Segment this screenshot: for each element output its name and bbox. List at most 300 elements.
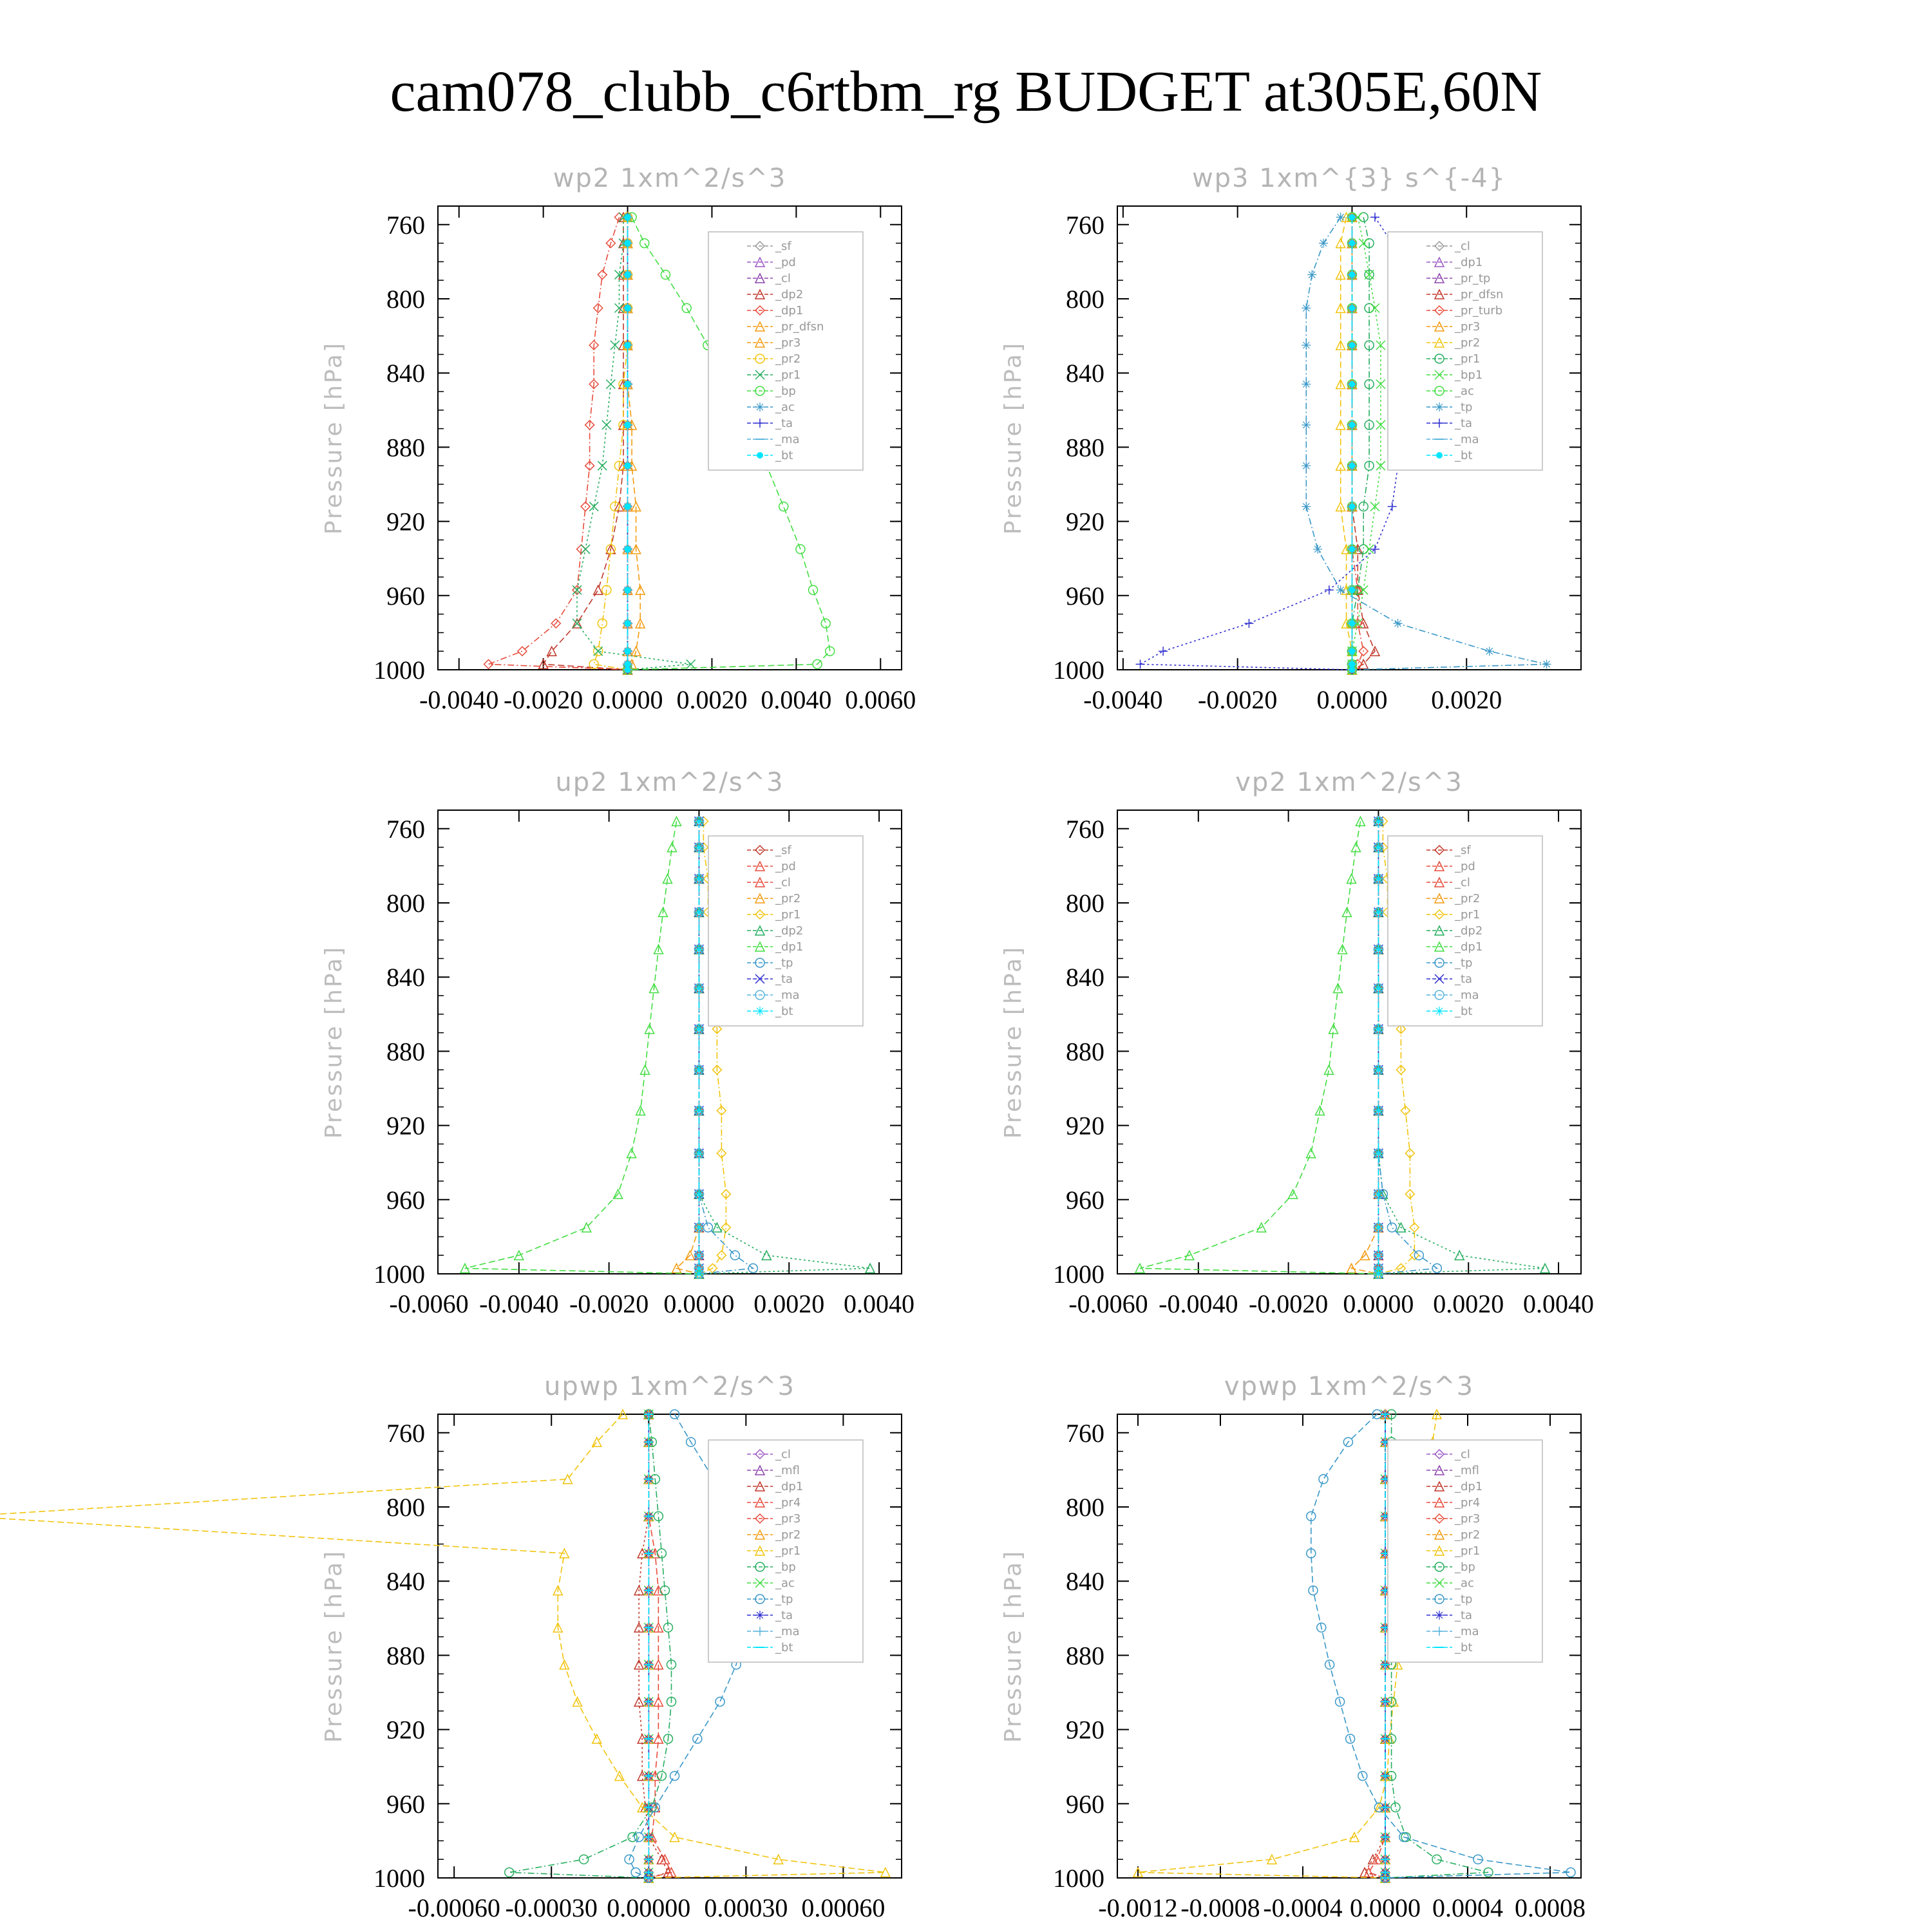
data-point — [602, 421, 611, 430]
y-tick-label: 840 — [386, 359, 425, 388]
legend-marker — [755, 402, 764, 412]
legend-label: _bt — [775, 1005, 793, 1018]
legend-label: _pr1 — [775, 908, 801, 922]
data-point — [589, 659, 598, 668]
data-point — [598, 270, 607, 279]
y-tick-label: 1000 — [374, 1864, 425, 1893]
legend-label: _cl — [775, 876, 791, 889]
y-tick-label: 760 — [386, 210, 425, 240]
data-point — [694, 1189, 703, 1198]
legend-label: _ac — [1455, 1577, 1474, 1590]
y-tick-label: 920 — [386, 1715, 425, 1745]
x-tick-label: 0.0020 — [1433, 1289, 1504, 1318]
chart-panel-3 — [321, 768, 914, 1318]
x-tick-label: -0.0060 — [1068, 1289, 1148, 1318]
data-point — [1349, 620, 1355, 627]
y-tick-label: 960 — [1066, 1789, 1104, 1819]
chart-panel-2 — [1000, 164, 1581, 714]
legend-label: _ma — [775, 433, 800, 446]
x-tick-label: 0.0000 — [663, 1289, 735, 1318]
data-point — [1374, 817, 1383, 826]
legend-label: _pr1 — [1455, 1544, 1481, 1558]
data-point — [1349, 381, 1355, 387]
chart-panel-1 — [321, 164, 916, 714]
y-tick-label: 1000 — [1053, 656, 1104, 685]
legend-label: _dp2 — [775, 288, 804, 301]
legend-label: _bp — [775, 384, 796, 398]
legend-label: _ma — [775, 989, 800, 1002]
data-point — [625, 272, 631, 278]
legend — [708, 836, 863, 1026]
chart-panel-5 — [0, 1372, 902, 1922]
data-point — [1349, 667, 1355, 673]
series-dp1 — [484, 213, 632, 674]
data-point — [1313, 545, 1322, 554]
legend-label: _bt — [775, 449, 793, 462]
series-ta — [1136, 213, 1403, 674]
series-line — [677, 821, 699, 1274]
series-pr2 — [1347, 817, 1383, 1278]
y-tick-label: 800 — [386, 889, 425, 918]
legend-label: _mfl — [1455, 1464, 1479, 1477]
data-point — [670, 1772, 679, 1781]
x-tick-label: 0.0040 — [761, 685, 832, 714]
data-point — [1356, 817, 1365, 826]
x-tick-label: 0.0060 — [845, 685, 916, 714]
data-point — [1307, 270, 1316, 279]
series-line — [628, 217, 641, 670]
y-axis-label: Pressure [hPa] — [321, 945, 347, 1139]
x-tick-label: 0.00060 — [801, 1893, 886, 1922]
x-tick-label: 0.0004 — [1432, 1893, 1503, 1922]
data-point — [1302, 502, 1311, 511]
legend-label: _ta — [1455, 417, 1473, 430]
legend — [708, 232, 863, 470]
data-point — [1394, 619, 1403, 628]
y-tick-label: 920 — [1066, 1111, 1104, 1141]
data-point — [1374, 875, 1383, 884]
legend-label: _tp — [775, 1593, 793, 1606]
data-point — [1159, 647, 1168, 656]
series-line — [594, 217, 627, 670]
legend-label: _ta — [775, 972, 793, 986]
x-tick-label: -0.00030 — [505, 1893, 598, 1922]
legend-label: _pd — [775, 860, 796, 873]
data-point — [625, 667, 631, 673]
data-point — [1319, 1475, 1328, 1484]
y-tick-label: 880 — [1066, 1641, 1104, 1671]
x-tick-label: -0.0012 — [1098, 1893, 1178, 1922]
x-tick-label: -0.00060 — [408, 1893, 500, 1922]
panel-title: upwp 1xm^2/s^3 — [544, 1372, 795, 1401]
data-point — [1302, 421, 1311, 430]
legend-label: _bt — [775, 1641, 793, 1654]
data-point — [627, 1149, 636, 1158]
data-point — [694, 1149, 703, 1158]
legend-label: _bp1 — [1455, 368, 1483, 382]
legend-label: _cl — [1455, 1448, 1470, 1461]
legend-label: _pr2 — [775, 352, 801, 366]
x-tick-label: 0.0000 — [592, 685, 663, 714]
data-point — [1136, 659, 1145, 668]
legend-label: _pr3 — [775, 336, 801, 350]
panel-title: up2 1xm^2/s^3 — [555, 768, 784, 797]
data-point — [694, 843, 703, 852]
y-tick-label: 880 — [386, 1641, 425, 1671]
data-point — [1374, 1025, 1383, 1034]
data-point — [594, 585, 603, 594]
data-point — [715, 1697, 724, 1706]
data-point — [717, 1251, 726, 1260]
x-tick-label: -0.0040 — [479, 1289, 559, 1318]
data-point — [1401, 1833, 1410, 1842]
x-tick-label: 0.0020 — [1431, 685, 1502, 714]
x-tick-label: 0.0000 — [1316, 685, 1388, 714]
legend-label: _tp — [1455, 1593, 1473, 1606]
chart-panel-6 — [1000, 1372, 1586, 1922]
x-tick-label: -0.0020 — [1198, 685, 1278, 714]
y-tick-label: 880 — [1066, 1037, 1104, 1066]
legend — [708, 1440, 863, 1662]
data-point — [1374, 843, 1383, 852]
data-point — [730, 1251, 739, 1260]
legend-label: _cl — [1455, 240, 1470, 253]
legend-label: _pd — [775, 256, 796, 269]
data-point — [694, 945, 703, 954]
legend-label: _dp2 — [775, 924, 804, 938]
legend-marker — [1436, 452, 1443, 459]
data-point — [598, 461, 607, 470]
data-point — [694, 817, 703, 826]
legend-label: _pr2 — [775, 1528, 801, 1542]
series-pr_turb — [1347, 213, 1368, 674]
x-tick-label: -0.0040 — [419, 685, 499, 714]
legend-label: _pr2 — [1455, 1528, 1481, 1542]
data-point — [1307, 1149, 1316, 1158]
data-point — [625, 381, 631, 387]
y-tick-label: 760 — [1066, 814, 1104, 844]
legend — [1388, 1440, 1542, 1662]
legend-label: _ma — [1455, 989, 1479, 1002]
legend-label: _pd — [1455, 860, 1475, 873]
y-tick-label: 880 — [1066, 433, 1104, 462]
legend-label: _pr1 — [775, 368, 801, 382]
y-tick-label: 920 — [1066, 507, 1104, 536]
data-point — [606, 379, 615, 388]
legend-label: _sf — [775, 844, 791, 857]
legend-label: _pr3 — [1455, 1512, 1481, 1526]
y-axis-label: Pressure [hPa] — [1000, 945, 1027, 1139]
legend-label: _pr2 — [775, 892, 801, 905]
legend-label: _bp — [1455, 1560, 1475, 1574]
legend-label: _pr3 — [1455, 320, 1481, 334]
data-point — [1374, 907, 1383, 916]
x-tick-label: -0.0020 — [569, 1289, 649, 1318]
data-point — [779, 502, 788, 511]
data-point — [625, 587, 631, 593]
legend-marker — [1435, 402, 1444, 412]
x-tick-label: 0.00000 — [607, 1893, 691, 1922]
data-point — [1388, 502, 1397, 511]
data-point — [1374, 945, 1383, 954]
legend-label: _cl — [775, 272, 791, 285]
series-line — [465, 821, 699, 1274]
legend-label: _dp2 — [1455, 924, 1483, 938]
x-tick-label: -0.0020 — [1248, 1289, 1329, 1318]
y-tick-label: 800 — [386, 285, 425, 314]
chart-panel-4 — [1000, 768, 1594, 1318]
legend-label: _pr_tp — [1455, 272, 1491, 285]
series-pr3 — [623, 213, 645, 674]
data-point — [1374, 1189, 1383, 1198]
legend-label: _sf — [1455, 844, 1471, 857]
data-point — [1349, 240, 1355, 247]
x-tick-label: -0.0004 — [1263, 1893, 1343, 1922]
series-line — [1352, 217, 1381, 670]
data-point — [1349, 272, 1355, 278]
data-point — [694, 1223, 703, 1232]
y-tick-label: 1000 — [1053, 1260, 1104, 1289]
data-point — [1374, 1223, 1383, 1232]
data-point — [625, 342, 631, 348]
y-tick-label: 880 — [386, 433, 425, 462]
data-point — [1349, 462, 1355, 469]
legend-label: _ma — [775, 1625, 800, 1638]
data-point — [694, 983, 703, 992]
data-point — [580, 1855, 589, 1864]
legend-label: _dp1 — [1455, 1480, 1483, 1493]
data-point — [1374, 1149, 1383, 1158]
x-tick-label: 0.0000 — [1350, 1893, 1421, 1922]
legend-marker — [755, 1611, 764, 1620]
x-tick-label: 0.0000 — [1343, 1289, 1414, 1318]
y-tick-label: 840 — [386, 1567, 425, 1596]
series-line — [1352, 217, 1369, 670]
legend-label: _tp — [1455, 956, 1473, 970]
x-tick-label: -0.0040 — [1159, 1289, 1238, 1318]
data-point — [625, 661, 631, 667]
data-point — [581, 545, 590, 554]
data-point — [1432, 1855, 1441, 1864]
data-point — [694, 1065, 703, 1074]
legend-label: _dp1 — [775, 1480, 804, 1493]
data-point — [672, 817, 681, 826]
data-point — [640, 239, 649, 248]
legend-marker — [755, 1007, 764, 1016]
legend-label: _dp1 — [775, 304, 804, 317]
y-tick-label: 760 — [1066, 1418, 1104, 1448]
data-point — [625, 214, 631, 220]
data-point — [1542, 659, 1551, 668]
data-point — [1387, 1223, 1396, 1232]
legend-marker — [1435, 1611, 1444, 1620]
y-tick-label: 840 — [1066, 1567, 1104, 1596]
y-tick-label: 960 — [386, 1185, 425, 1215]
data-point — [661, 270, 670, 279]
data-point — [1374, 1251, 1383, 1260]
data-point — [1485, 647, 1494, 656]
y-tick-label: 960 — [386, 1789, 425, 1819]
x-tick-label: 0.0040 — [1523, 1289, 1595, 1318]
y-tick-label: 840 — [386, 963, 425, 992]
x-tick-label: 0.0040 — [844, 1289, 915, 1318]
data-point — [694, 907, 703, 916]
legend-label: _cl — [775, 1448, 791, 1461]
data-point — [1374, 1065, 1383, 1074]
legend-label: _ta — [775, 417, 793, 430]
y-tick-label: 960 — [1066, 1185, 1104, 1215]
data-point — [1336, 585, 1345, 594]
data-point — [1374, 983, 1383, 992]
y-tick-label: 800 — [1066, 1493, 1104, 1522]
legend-label: _dp1 — [775, 940, 804, 954]
y-tick-label: 920 — [1066, 1715, 1104, 1745]
data-point — [1349, 648, 1355, 654]
y-axis-label: Pressure [hPa] — [1000, 341, 1027, 535]
legend-label: _ma — [1455, 1625, 1479, 1638]
y-axis-label: Pressure [hPa] — [321, 341, 347, 535]
data-point — [1370, 213, 1379, 222]
data-point — [1349, 504, 1355, 510]
data-point — [1319, 239, 1328, 248]
legend-label: _ta — [1455, 1609, 1473, 1622]
data-point — [694, 875, 703, 884]
series-line — [1141, 217, 1398, 670]
data-point — [625, 240, 631, 247]
legend — [1388, 836, 1542, 1026]
series-line — [577, 217, 691, 670]
data-point — [625, 462, 631, 469]
y-tick-label: 840 — [1066, 963, 1104, 992]
data-point — [589, 502, 598, 511]
legend-label: _pr1 — [775, 1544, 801, 1558]
series-pr2 — [1336, 213, 1357, 674]
series-dp2 — [539, 213, 632, 674]
panel-title: wp2 1xm^2/s^3 — [553, 164, 787, 193]
data-point — [694, 1269, 703, 1278]
x-tick-label: 0.0020 — [753, 1289, 825, 1318]
data-point — [625, 504, 631, 510]
legend-label: _dp1 — [1455, 940, 1483, 954]
y-tick-label: 840 — [1066, 359, 1104, 388]
legend-label: _pr_dfsn — [1455, 288, 1504, 301]
series-dp1 — [460, 817, 703, 1278]
data-point — [1349, 342, 1355, 348]
legend-label: _bt — [1455, 1641, 1473, 1654]
data-point — [1244, 619, 1253, 628]
x-tick-label: 0.00030 — [704, 1893, 788, 1922]
panels — [0, 164, 1594, 1922]
data-point — [1302, 461, 1311, 470]
legend-label: _pr4 — [1455, 1496, 1481, 1510]
y-tick-label: 920 — [386, 1111, 425, 1141]
legend-label: _pr3 — [775, 1512, 801, 1526]
data-point — [1349, 661, 1355, 667]
series-dp1 — [1135, 817, 1383, 1278]
data-point — [1336, 213, 1345, 222]
panel-title: wp3 1xm^{3} s^{-4} — [1191, 164, 1507, 193]
data-point — [1374, 1269, 1383, 1278]
legend-label: _ta — [775, 1609, 793, 1622]
y-tick-label: 800 — [1066, 285, 1104, 314]
data-point — [1349, 587, 1355, 593]
data-point — [1359, 239, 1368, 248]
x-tick-label: -0.0020 — [503, 685, 583, 714]
y-tick-label: 1000 — [374, 1260, 425, 1289]
y-tick-label: 760 — [1066, 210, 1104, 240]
series-line — [1341, 217, 1352, 670]
figure-title: cam078_clubb_c6rtbm_rg BUDGET at305E,60N — [390, 60, 1542, 124]
y-tick-label: 760 — [386, 814, 425, 844]
legend-label: _pr_dfsn — [775, 320, 824, 334]
x-tick-label: 0.0008 — [1515, 1893, 1586, 1922]
x-tick-label: 0.0020 — [676, 685, 748, 714]
legend-label: _pr2 — [1455, 892, 1481, 905]
y-axis-label: Pressure [hPa] — [1000, 1549, 1027, 1743]
data-point — [1302, 341, 1311, 350]
data-point — [625, 422, 631, 428]
y-tick-label: 1000 — [1053, 1864, 1104, 1893]
legend-label: _bt — [1455, 1005, 1473, 1018]
legend-label: _pr1 — [1455, 908, 1481, 922]
series-line — [489, 217, 628, 670]
legend-label: _mfl — [775, 1464, 800, 1477]
y-tick-label: 880 — [386, 1037, 425, 1066]
y-axis-label: Pressure [hPa] — [321, 1549, 347, 1743]
legend-label: _tp — [775, 956, 793, 970]
series-line — [1352, 821, 1379, 1274]
legend-label: _ac — [775, 401, 795, 414]
data-point — [694, 1025, 703, 1034]
y-tick-label: 760 — [386, 1418, 425, 1448]
data-point — [625, 620, 631, 627]
legend-label: _dp1 — [1455, 256, 1483, 269]
series-line — [1140, 821, 1378, 1274]
legend-label: _ta — [1455, 972, 1473, 986]
y-tick-label: 920 — [386, 507, 425, 536]
legend-label: _bp — [775, 1560, 796, 1574]
legend — [1388, 232, 1542, 470]
y-tick-label: 800 — [1066, 889, 1104, 918]
data-point — [1374, 1106, 1383, 1115]
y-tick-label: 800 — [386, 1493, 425, 1522]
legend-label: _pr4 — [775, 1496, 801, 1510]
y-tick-label: 1000 — [374, 656, 425, 685]
data-point — [703, 1223, 712, 1232]
y-tick-label: 960 — [386, 581, 425, 611]
data-point — [694, 1106, 703, 1115]
data-point — [1349, 214, 1355, 220]
data-point — [1349, 546, 1355, 553]
data-point — [1349, 422, 1355, 428]
data-point — [694, 1251, 703, 1260]
panel-title: vpwp 1xm^2/s^3 — [1224, 1372, 1475, 1401]
legend-marker — [1435, 1007, 1444, 1016]
legend-label: _bt — [1455, 449, 1473, 462]
x-tick-label: -0.0040 — [1083, 685, 1163, 714]
data-point — [625, 546, 631, 553]
legend-label: _sf — [775, 240, 791, 253]
x-tick-label: -0.0060 — [389, 1289, 469, 1318]
series-line — [544, 217, 628, 670]
data-point — [625, 305, 631, 311]
x-tick-label: -0.0008 — [1180, 1893, 1260, 1922]
data-point — [1302, 379, 1311, 388]
data-point — [1302, 303, 1311, 312]
legend-label: _pr2 — [1455, 336, 1481, 350]
legend-label: _tp — [1455, 401, 1473, 414]
data-point — [625, 648, 631, 654]
